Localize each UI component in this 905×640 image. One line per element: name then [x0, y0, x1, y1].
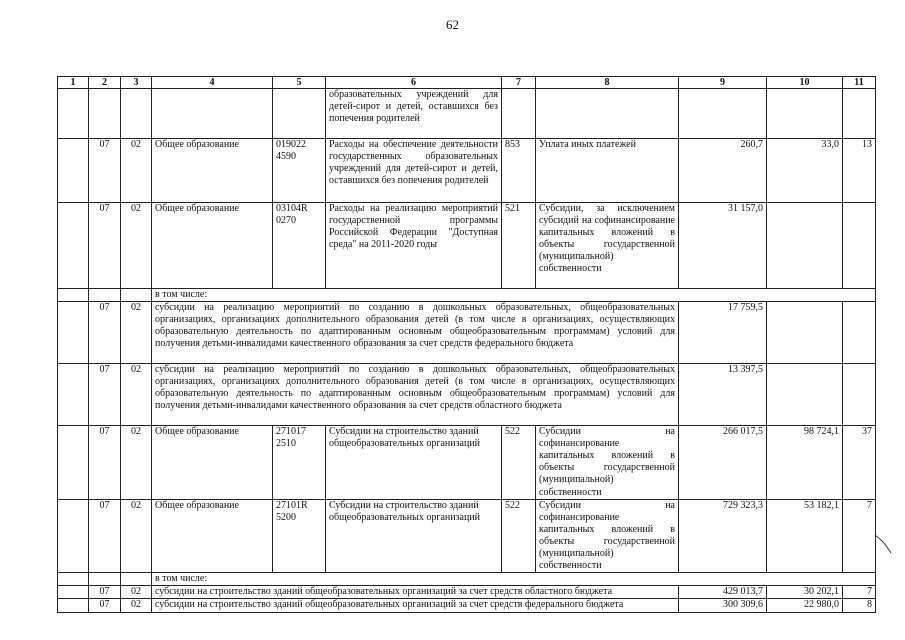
target-article-code: 271017 2510 [273, 426, 326, 500]
cell [58, 139, 89, 203]
page-number: 62 [446, 17, 459, 32]
amount-col9: 31 157,0 [679, 203, 767, 289]
table-row [58, 573, 876, 586]
budget-table [57, 76, 876, 613]
table-row [58, 364, 876, 426]
expense-type-name: Уплата иных платежей [536, 139, 679, 203]
amount-col10 [767, 302, 843, 364]
cell [152, 89, 273, 139]
amount-col11 [843, 302, 876, 364]
subsection-code: 02 [121, 426, 152, 500]
table-row [58, 89, 876, 139]
column-header: 9 [679, 77, 767, 89]
expense-type-code: 853 [502, 139, 536, 203]
including-label: в том числе: [152, 573, 876, 586]
expense-description: Расходы на реализацию мероприятий государственной программы Российской Федерации "Доступная среда" на 2011-2020 годы [326, 203, 502, 289]
amount-col9: 429 013,7 [679, 586, 767, 599]
section-name: Общее образование [152, 203, 273, 289]
pen-stroke-mark [873, 533, 895, 555]
amount-col10 [767, 89, 843, 139]
expense-type-name: Субсидии на софинансирование капитальных вложений в объекты государственной (муниципальной) собственности [536, 499, 679, 573]
subsection-code: 02 [121, 586, 152, 599]
target-article-code: 27101R 5200 [273, 499, 326, 573]
amount-col9: 300 309,6 [679, 599, 767, 612]
section-code: 07 [89, 364, 121, 426]
section-code: 07 [89, 586, 121, 599]
section-code: 07 [89, 203, 121, 289]
column-header: 6 [326, 77, 502, 89]
column-header: 8 [536, 77, 679, 89]
subsidy-description: субсидии на реализацию мероприятий по созданию в дошкольных образовательных, общеобразовательных организациях, организациях дополнительного образования детей (в том числе в организациях, осуществляющих образовательную деятельность по адаптированным основным общеобразовательным программам) условий для получения детьми-инвалидами качественного образования за счет средств федерального бюджета [152, 302, 679, 364]
amount-col11: 37 [843, 426, 876, 500]
amount-col10 [767, 364, 843, 426]
amount-col11 [843, 203, 876, 289]
subsection-code: 02 [121, 499, 152, 573]
subsection-code: 02 [121, 203, 152, 289]
amount-col11: 7 [843, 586, 876, 599]
column-header: 4 [152, 77, 273, 89]
subsection-code: 02 [121, 302, 152, 364]
table-row [58, 203, 876, 289]
expense-description: Субсидии на строительство зданий общеобразовательных организаций [326, 499, 502, 573]
cell [273, 89, 326, 139]
section-code: 07 [89, 426, 121, 500]
amount-col9: 266 017,5 [679, 426, 767, 500]
section-code: 07 [89, 139, 121, 203]
subsidy-description: субсидии на строительство зданий общеобразовательных организаций за счет средств федерального бюджета [152, 599, 679, 612]
table-row [58, 139, 876, 203]
column-header: 3 [121, 77, 152, 89]
expense-type-name: Субсидии на софинансирование капитальных вложений в объекты государственной (муниципальной) собственности [536, 426, 679, 500]
section-code: 07 [89, 302, 121, 364]
cell [502, 89, 536, 139]
amount-col11 [843, 364, 876, 426]
column-header: 1 [58, 77, 89, 89]
expense-description: Субсидии на строительство зданий общеобразовательных организаций [326, 426, 502, 500]
amount-col9: 17 759,5 [679, 302, 767, 364]
expense-description: Расходы на обеспечение деятельности государственных образовательных учреждений для детей-сирот и детей, оставшихся без попечения родителей [326, 139, 502, 203]
column-header: 5 [273, 77, 326, 89]
amount-col11: 7 [843, 499, 876, 573]
table-row [58, 302, 876, 364]
amount-col10: 33,0 [767, 139, 843, 203]
expense-type-name: Субсидии, за исключением субсидий на софинансирование капитальных вложений в объекты государственной (муниципальной) собственности [536, 203, 679, 289]
header-row [58, 77, 876, 89]
amount-col11: 8 [843, 599, 876, 612]
amount-col9: 13 397,5 [679, 364, 767, 426]
column-header: 10 [767, 77, 843, 89]
subsidy-description: субсидии на строительство зданий общеобразовательных организаций за счет средств областного бюджета [152, 586, 679, 599]
table-row [58, 599, 876, 612]
table-row [58, 289, 876, 302]
subsection-code: 02 [121, 599, 152, 612]
amount-col10 [767, 203, 843, 289]
subsidy-description: субсидии на реализацию мероприятий по созданию в дошкольных образовательных, общеобразовательных организациях, организациях дополнительного образования детей (в том числе в организациях, осуществляющих образовательную деятельность по адаптированным основным общеобразовательным программам) условий для получения детьми-инвалидами качественного образования за счет средств областного бюджета [152, 364, 679, 426]
amount-col10: 30 202,1 [767, 586, 843, 599]
section-code: 07 [89, 599, 121, 612]
cell [121, 89, 152, 139]
table-row [58, 426, 876, 500]
section-code: 07 [89, 499, 121, 573]
column-header: 11 [843, 77, 876, 89]
subsection-code: 02 [121, 364, 152, 426]
cell [89, 89, 121, 139]
amount-col11 [843, 89, 876, 139]
amount-col11: 13 [843, 139, 876, 203]
amount-col9: 729 323,3 [679, 499, 767, 573]
including-label: в том числе: [152, 289, 876, 302]
cell [58, 89, 89, 139]
cell [58, 426, 89, 500]
column-header: 2 [89, 77, 121, 89]
amount-col9: 260,7 [679, 139, 767, 203]
cell [58, 203, 89, 289]
expense-description: образовательных учреждений для детей-сирот и детей, оставшихся без попечения родителей [326, 89, 502, 139]
column-header: 7 [502, 77, 536, 89]
expense-type-code: 522 [502, 426, 536, 500]
table-row [58, 499, 876, 573]
amount-col10: 98 724,1 [767, 426, 843, 500]
expense-type-code: 521 [502, 203, 536, 289]
amount-col10: 22 980,0 [767, 599, 843, 612]
cell [58, 499, 89, 573]
table-row [58, 586, 876, 599]
target-article-code: 03104R 0270 [273, 203, 326, 289]
amount-col9 [679, 89, 767, 139]
expense-type-code: 522 [502, 499, 536, 573]
section-name: Общее образование [152, 139, 273, 203]
subsection-code: 02 [121, 139, 152, 203]
amount-col10: 53 182,1 [767, 499, 843, 573]
target-article-code: 019022 4590 [273, 139, 326, 203]
cell [536, 89, 679, 139]
section-name: Общее образование [152, 426, 273, 500]
section-name: Общее образование [152, 499, 273, 573]
